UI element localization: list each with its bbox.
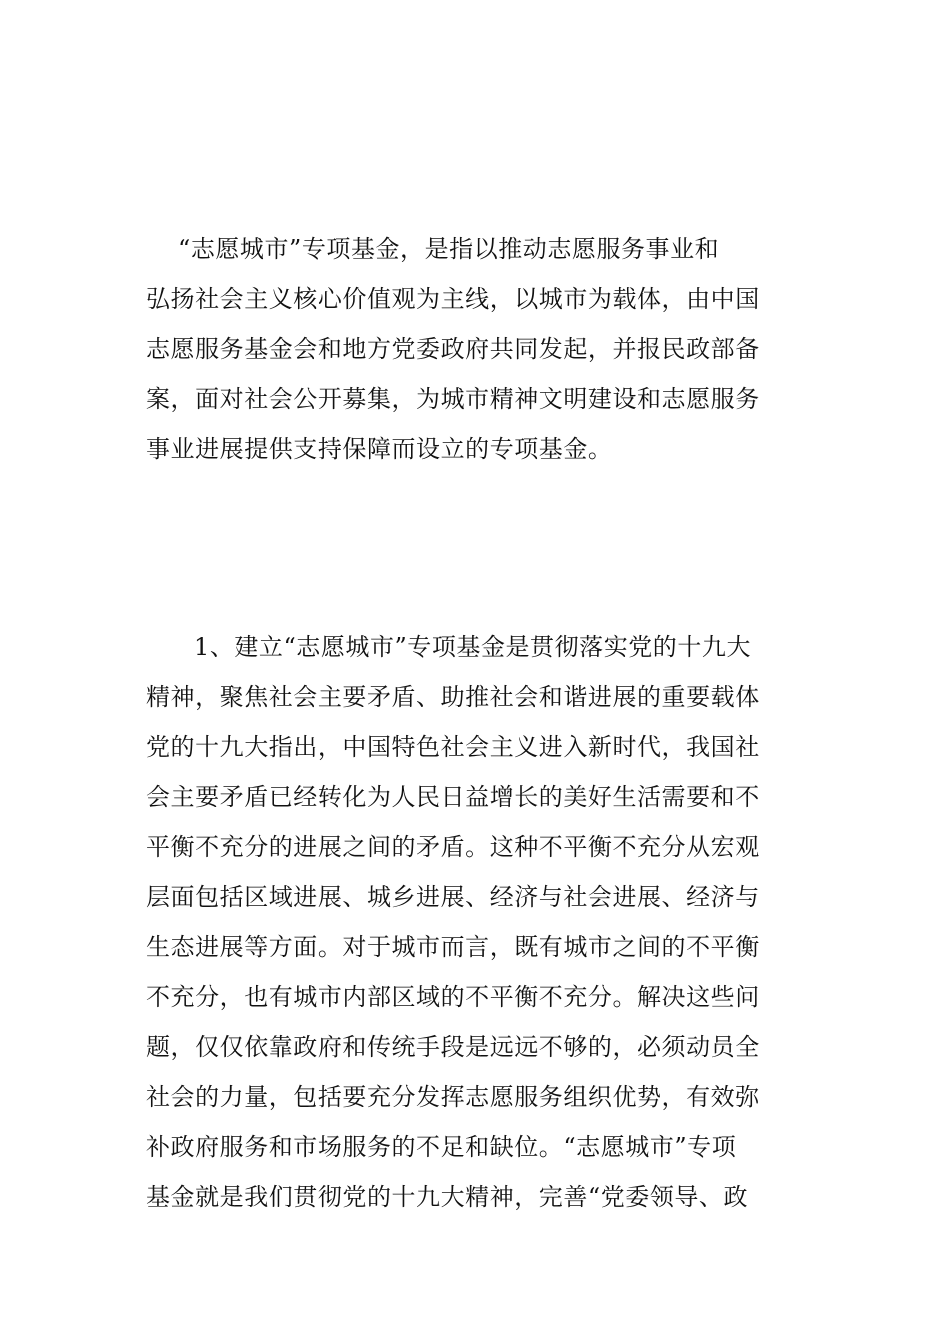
text-line: 生态进展等方面。对于城市而言，既有城市之间的不平衡: [146, 933, 760, 961]
text-line: 会主要矛盾已经转化为人民日益增长的美好生活需要和不: [146, 783, 760, 811]
text-line: “志愿城市”专项基金，是指以推动志愿服务事业和: [178, 235, 720, 263]
text-line: 题，仅仅依靠政府和传统手段是远远不够的，必须动员全: [146, 1033, 760, 1061]
text-line: 事业进展提供支持保障而设立的专项基金。: [146, 435, 613, 463]
text-line: 层面包括区域进展、城乡进展、经济与社会进展、经济与: [146, 883, 760, 911]
text-line: 弘扬社会主义核心价值观为主线，以城市为载体，由中国: [146, 285, 760, 313]
text-line: 党的十九大指出，中国特色社会主义进入新时代，我国社: [146, 733, 760, 761]
text-line: 志愿服务基金会和地方党委政府共同发起，并报民政部备: [146, 335, 760, 363]
text-line: 案，面对社会公开募集，为城市精神文明建设和志愿服务: [146, 385, 760, 413]
text-line: 精神，聚焦社会主要矛盾、助推社会和谐进展的重要载体: [146, 683, 760, 711]
text-line: 不充分，也有城市内部区域的不平衡不充分。解决这些问: [146, 983, 760, 1011]
text-line: 平衡不充分的进展之间的矛盾。这种不平衡不充分从宏观: [146, 833, 760, 861]
text-line: 补政府服务和市场服务的不足和缺位。“志愿城市”专项: [146, 1133, 737, 1161]
text-line: 基金就是我们贯彻党的十九大精神，完善“党委领导、政: [146, 1183, 749, 1211]
text-line: 1、建立“志愿城市”专项基金是贯彻落实党的十九大: [194, 633, 752, 661]
text-line: 社会的力量，包括要充分发挥志愿服务组织优势，有效弥: [146, 1083, 760, 1111]
